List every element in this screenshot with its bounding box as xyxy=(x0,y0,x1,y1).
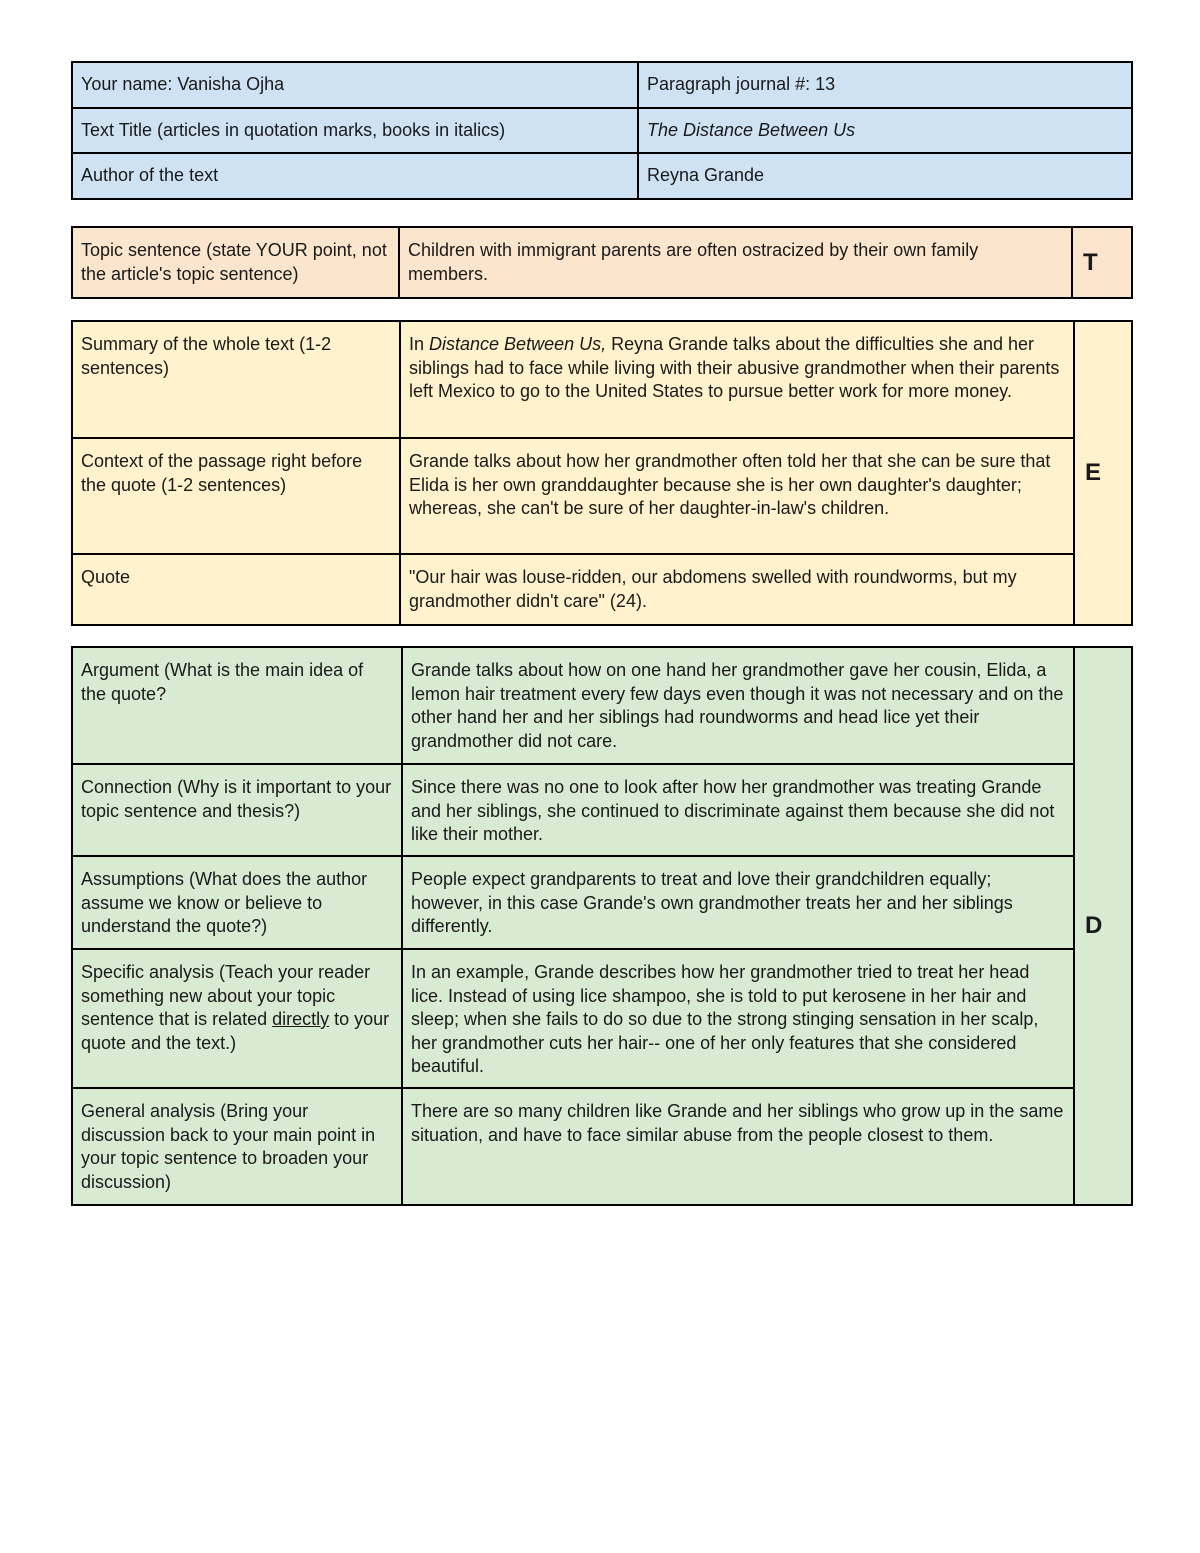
summary-prefix: In xyxy=(409,334,430,354)
assumptions-value-cell xyxy=(402,856,1074,949)
connection-label-cell xyxy=(72,764,402,856)
quote-value: "Our hair was louse-ridden, our abdomens swelled with roundworms, but my grandmother didn't care" (24). xyxy=(409,567,1017,611)
text-title-label: Text Title (articles in quotation marks, books in italics) xyxy=(81,119,506,140)
general-analysis-label: General analysis (Bring your discussion back to your main point in your topic sentence to broaden your discussion) xyxy=(81,1101,376,1192)
argument-value-cell xyxy=(402,647,1074,764)
topic-letter-t: T xyxy=(1072,227,1132,298)
connection-label: Connection (Why is it important to your topic sentence and thesis?) xyxy=(81,777,392,821)
context-label-cell xyxy=(72,438,400,554)
context-value: Grande talks about how her grandmother often told her that she can be sure that Elida is her own granddaughter because she is her own daughter's daughter; whereas, she can't be sure of her daughter-in-law's children. xyxy=(409,451,1051,518)
quote-value-cell xyxy=(400,554,1074,625)
summary-label-cell xyxy=(72,321,400,438)
argument-value: Grande talks about how on one hand her grandmother gave her cousin, Elida, a lemon hair treatment every few days even though it was not necessary and on the other hand her and her siblings had roundworms and head lice yet their grandmother did not care. xyxy=(411,660,1064,751)
connection-value: Since there was no one to look after how her grandmother was treating Grande and her siblings, she continued to discriminate against them because she did not like their mother. xyxy=(411,777,1055,844)
assumptions-label-cell xyxy=(72,856,402,949)
name-label: Your name: Vanisha Ojha xyxy=(81,74,285,94)
quote-label-cell xyxy=(72,554,400,625)
specific-analysis-label-cell xyxy=(72,949,402,1088)
general-analysis-value: There are so many children like Grande and her siblings who grow up in the same situation, and have to face similar abuse from the people closest to them. xyxy=(411,1101,1064,1145)
topic-value-cell xyxy=(399,227,1072,298)
name-cell xyxy=(72,62,638,108)
analysis-letter-d: D xyxy=(1074,647,1132,1205)
summary-value-cell xyxy=(400,321,1074,438)
argument-label: Argument (What is the main idea of the quote? xyxy=(81,660,364,704)
assumptions-label: Assumptions (What does the author assume we know or believe to understand the quote?) xyxy=(81,869,368,936)
argument-label-cell xyxy=(72,647,402,764)
specific-analysis-value: In an example, Grande describes how her grandmother tried to treat her head lice. Instead of using lice shampoo, she is told to put kerosene in her hair and sleep; when she fails to do so due to the strong stinging sensation in her scalp, her grandmother cuts her hair-- one of her only features that she considered beautiful. xyxy=(411,962,1039,1076)
author-label-cell xyxy=(72,153,638,199)
journal-number-cell xyxy=(638,62,1132,108)
specific-label-underline: directly xyxy=(272,1009,330,1029)
general-analysis-label-cell xyxy=(72,1088,402,1205)
summary-label: Summary of the whole text (1-2 sentences) xyxy=(81,334,332,378)
header-info-table xyxy=(71,61,1133,200)
specific-label-pre: Specific analysis (Teach your reader something new about your topic sentence that is related xyxy=(81,962,371,1029)
specific-analysis-value-cell xyxy=(402,949,1074,1088)
connection-value-cell xyxy=(402,764,1074,856)
analysis-table xyxy=(71,646,1133,1206)
author-label: Author of the text xyxy=(81,165,219,185)
topic-label-cell xyxy=(72,227,399,298)
general-analysis-value-cell xyxy=(402,1088,1074,1205)
text-title-value: The Distance Between Us xyxy=(647,119,856,140)
topic-label: Topic sentence (state YOUR point, not the article's topic sentence) xyxy=(81,240,387,284)
context-value-cell xyxy=(400,438,1074,554)
quote-label: Quote xyxy=(81,567,131,587)
journal-number-label: Paragraph journal #: 13 xyxy=(647,74,836,94)
summary-rest: Reyna Grande talks about the difficulties she and her siblings had to face while living with their abusive grandmother when their parents left Mexico to go to the United States to pursue better work for more money. xyxy=(409,334,1060,401)
text-title-value-cell xyxy=(638,108,1132,154)
context-label: Context of the passage right before the quote (1-2 sentences) xyxy=(81,451,363,495)
specific-label-post: to your quote and the text.) xyxy=(81,1009,390,1053)
text-title-label-cell xyxy=(72,108,638,154)
assumptions-value: People expect grandparents to treat and love their grandchildren equally; however, in this case Grande's own grandmother treats her and her siblings differently. xyxy=(411,869,1013,936)
topic-sentence-table xyxy=(71,226,1133,299)
evidence-letter-e: E xyxy=(1074,321,1132,625)
author-value: Reyna Grande xyxy=(647,165,765,185)
author-value-cell xyxy=(638,153,1132,199)
summary-italic-title: Distance Between Us, xyxy=(429,334,607,354)
topic-value: Children with immigrant parents are often ostracized by their own family members. xyxy=(408,240,979,284)
evidence-table xyxy=(71,320,1133,626)
